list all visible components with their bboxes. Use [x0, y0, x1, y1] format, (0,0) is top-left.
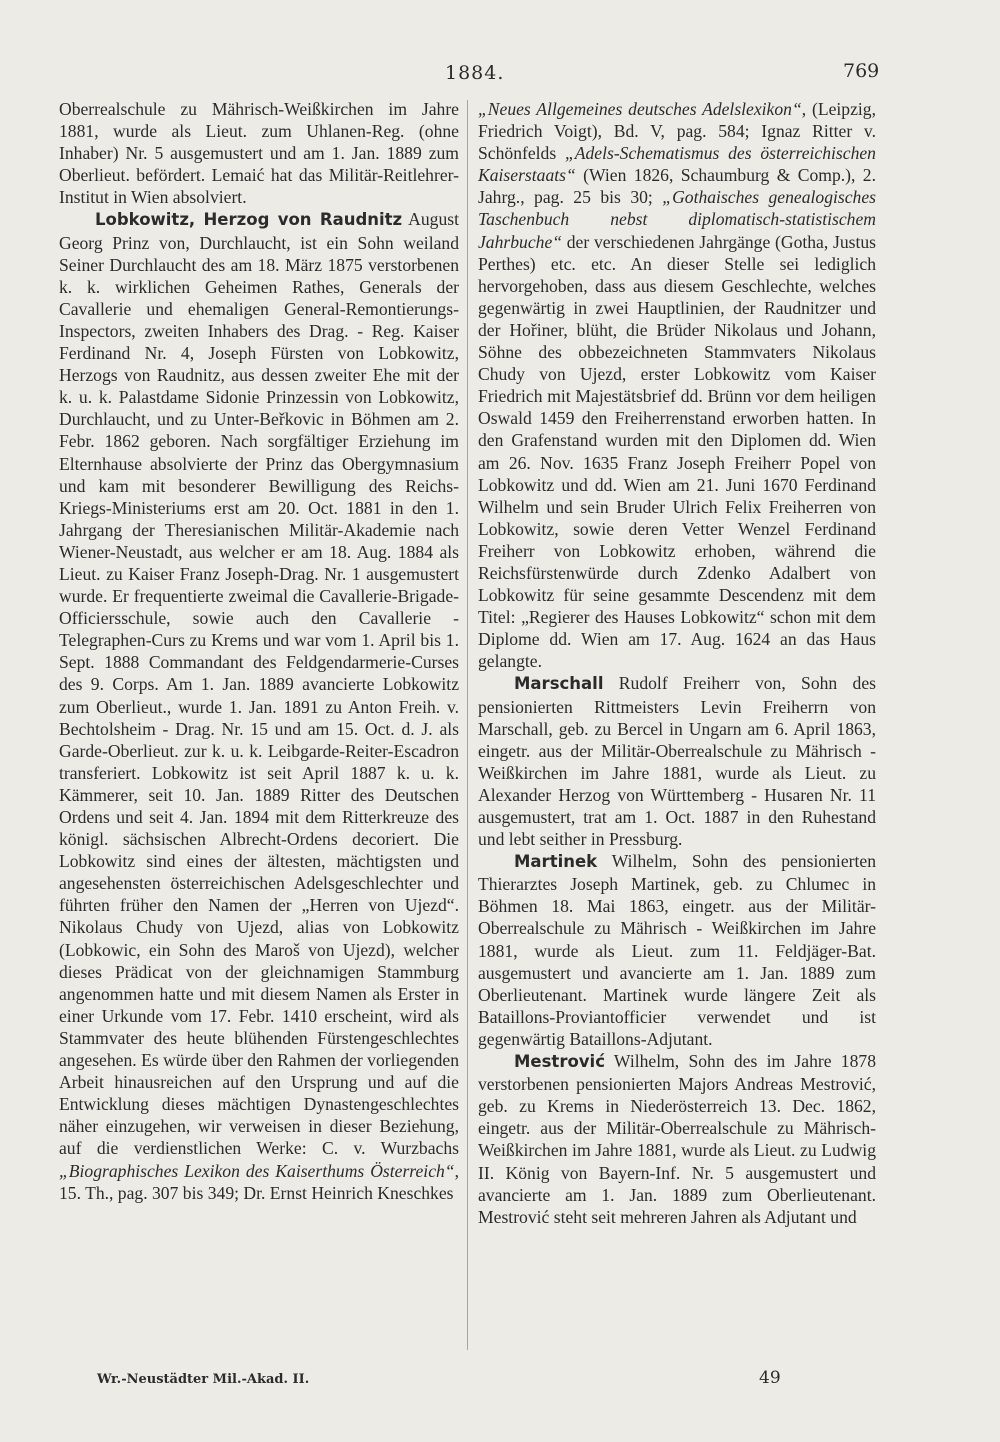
citation-adels-schematismus: „Adels-Schematismus des österreichischen Kaiserstaats“ [478, 143, 876, 186]
citation-wurzbach: „Biographisches Lexikon des Kaiserthums Österreich“ [59, 1160, 455, 1181]
lemaic-continuation: Oberrealschule zu Mährisch-Weißkirchen im Jahre 1881, wurde als Lieut. zum Uhlanen-Reg. (ohne Inhaber) Nr. 5 ausgemustert und am 1. Jan. 1889 zum Oberlieut. befördert. Lemaić hat das Militär-Reitlehrer-Institut in Wien absolviert. [59, 99, 459, 208]
lobkowitz-cont-text-1: , (Leipzig, Friedrich Voigt), Bd. V, pag. 584; Ignaz Ritter v. Schönfelds [478, 99, 876, 164]
entry-martinek [478, 850, 876, 1050]
entry-mestrovic [478, 1050, 876, 1228]
entry-mestrovic-text: Wilhelm, Sohn des im Jahre 1878 verstorbenen pensionierten Majors Andreas Mestrović, geb. zu Krems in Niederösterreich 13. Dec. 1862, eingetr. aus der Militär-Oberrealschule zu Mährisch-Weißkirchen im Jahre 1881, wurde als Lieut. zu Ludwig II. König von Bayern-Inf. Nr. 5 ausgemustert und avancierte am 1. Jan. 1889 zum Oberlieutenant. Mestrović steht seit mehreren Jahren als Adjutant und [478, 1051, 876, 1227]
column-divider [467, 100, 468, 1350]
entry-lobkowitz [59, 208, 459, 1203]
lemma-mestrovic: Mestrović [514, 1052, 605, 1072]
lobkowitz-cont-text-2: (Wien 1826, Schaumburg & Comp.), 2. Jahrg., pag. 25 bis 30; [478, 165, 876, 208]
running-header-year: 1884. [445, 62, 505, 84]
sheet-number: 49 [759, 1368, 781, 1388]
citation-adelslexikon: „Neues Allgemeines deutsches Adelslexikon“ [478, 99, 802, 119]
lemma-marschall: Marschall [514, 674, 604, 694]
citation-gotha: „Gothaisches genealogisches Taschenbuch nebst diplomatisch-statistischem Jahrbuche“ [478, 187, 876, 252]
entry-lobkowitz-text: August Georg Prinz von, Durchlaucht, ist ein Sohn weiland Seiner Durchlaucht des am 18. März 1875 verstorbenen k. k. wirklichen Geheimen Rathes, Generals der Cavallerie und ehemaligen General-Remontierungs-Inspectors, zweiten Inhabers des Drag. - Reg. Kaiser Ferdinand Nr. 4, Joseph Fürsten von Lobkowitz, Herzogs von Raudnitz, aus dessen zweiter Ehe mit der k. u. k. Palastdame Sidonie Prinzessin von Lobkowitz, Durchlaucht, und zu Unter-Beřkovic in Böhmen am 2. Febr. 1862 geboren. Nach sorgfältiger Erziehung im Elternhause absolvierte der Prinz das Obergymnasium und kam mit besonderer Bewilligung des Reichs-Kriegs-Ministeriums erst am 20. Oct. 1881 in den 1. Jahrgang der Theresianischen Militär-Akademie nach Wiener-Neustadt, aus welcher er am 18. Aug. 1884 als Lieut. zu Kaiser Franz Joseph-Drag. Nr. 1 ausgemustert wurde. Er frequentierte zweimal die Cavallerie-Brigade-Officiersschule, sowie auch den Cavallerie - Telegraphen-Curs zu Krems und war vom 1. April bis 1. Sept. 1888 Commandant des Feldgendarmerie-Curses des 9. Corps. Am 1. Jan. 1889 avancierte Lobkowitz zum Oberlieut., wurde 1. Jan. 1891 zu Anton Freih. v. Bechtolsheim - Drag. Nr. 15 und am 15. Oct. d. J. als Garde-Oberlieut. zur k. u. k. Leibgarde-Reiter-Escadron transferiert. Lobkowitz ist seit April 1887 k. u. k. Kämmerer, seit 10. Jan. 1889 Ritter des Deutschen Ordens und seit 4. Jan. 1894 mit dem Ritterkreuze des königl. sächsischen Albrecht-Ordens decoriert. Die Lobkowitz sind eines der ältesten, mächtigsten und angesehensten österreichischen Adelsgeschlechter und führten früher den Namen der „Herren von Ujezd“. Nikolaus Chudy von Ujezd, alias von Lobkowitz (Lobkowic, ein Sohn des Maroš von Ujezd), welcher dieses Prädicat von der gleichnamigen Stammburg angenommen hatte und mit diesem Namen als Erster in einer Urkunde vom 17. Febr. 1410 erscheint, wird als Stammvater des heute blühenden Fürstengeschlechtes angesehen. Es würde über den Rahmen der vorliegenden Arbeit hinausreichen auf den Ursprung und auf die Entwicklung dieses mächtigen Dynastengeschlechtes näher einzugehen, wir verweisen in dieser Beziehung, auf die verdienstlichen Werke: C. v. Wurzbachs [59, 209, 459, 1159]
entry-marschall-text: Rudolf Freiherr von, Sohn des pensionierten Rittmeisters Levin Freiherrn von Marschall, geb. zu Bercel in Ungarn am 6. April 1863, eingetr. aus der Militär-Oberrealschule zu Mährisch - Weißkirchen im Jahre 1881, wurde als Lieut. zu Alexander Herzog von Württemberg - Husaren Nr. 11 ausgemustert, trat am 1. Oct. 1887 in den Ruhestand und lebt seither in Pressburg. [478, 673, 876, 850]
entry-martinek-text: Wilhelm, Sohn des pensionierten Thierarztes Joseph Martinek, geb. zu Chlumec in Böhmen 18. Mai 1863, eingetr. aus der Militär-Oberrealschule zu Mährisch - Weißkirchen im Jahre 1881, wurde als Lieut. zum 11. Feldjäger-Bat. ausgemustert und avancierte am 1. Jan. 1889 zum Oberlieutenant. Martinek wurde längere Zeit als Bataillons-Proviantofficier verwendet und ist gegenwärtig Bataillons-Adjutant. [478, 851, 876, 1049]
right-column [478, 98, 876, 1228]
lobkowitz-continuation [478, 98, 876, 672]
lemma-lobkowitz: Lobkowitz, Herzog von Raudnitz [95, 210, 403, 230]
page-number: 769 [843, 60, 880, 82]
printer-signature: Wr.-Neustädter Mil.-Akad. II. [97, 1372, 310, 1387]
lobkowitz-cont-text-3: der verschiedenen Jahrgänge (Gotha, Justus Perthes) etc. etc. An dieser Stelle sei lediglich hervorgehoben, dass aus diesem Geschlechte, welches gegenwärtig in zwei Hauptlinien, der Raudnitzer und der Hořiner, blüht, die Brüder Nikolaus und Johann, Söhne des obbezeichneten Stammvaters Nikolaus Chudy von Ujezd, erster Lobkowitz vom Kaiser Friedrich mit Majestätsbrief dd. Brünn vor dem heiligen Oswald 1459 den Freiherrenstand erworben hatten. In den Grafenstand wurden mit den Diplomen dd. Wien am 26. Nov. 1635 Franz Joseph Freiherr Popel von Lobkowitz und dd. Wien am 21. Juni 1670 Ferdinand Wilhelm und sein Bruder Ulrich Felix Freiherren von Lobkowitz, sowie deren Vetter Wenzel Ferdinand Freiherr von Lobkowitz erhoben, während die Reichsfürstenwürde durch Zdenko Adalbert von Lobkowitz für seine gesammte Descendenz mit dem Titel: „Regierer des Hauses Lobkowitz“ schon mit dem Diplome dd. Wien am 17. Aug. 1624 an das Haus gelangte. [478, 231, 876, 672]
lemma-martinek: Martinek [514, 852, 598, 872]
left-column [59, 98, 459, 1204]
entry-marschall [478, 672, 876, 850]
entry-lobkowitz-tail: , 15. Th., pag. 307 bis 349; Dr. Ernst Heinrich Kneschkes [59, 1160, 459, 1203]
